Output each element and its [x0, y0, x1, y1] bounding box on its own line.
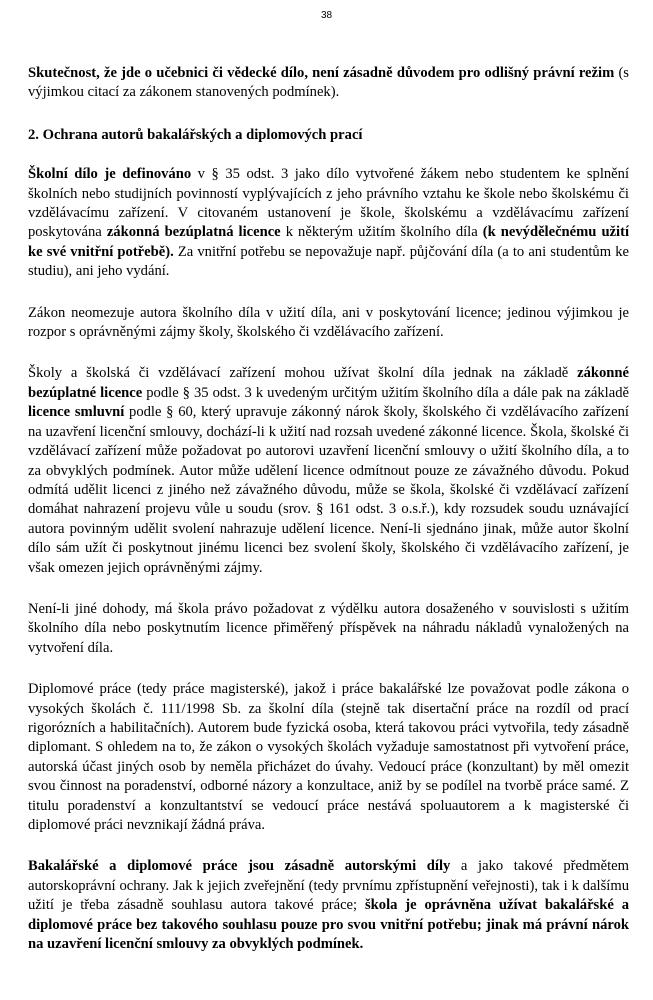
- page-content: [28, 64, 629, 954]
- bold-non-commercial-use: (k nevýdělečnému užití ke své vnitřní potřebě).: [28, 224, 630, 260]
- bold-contract-license: licence smluvní: [28, 404, 125, 421]
- text-per-section-35: podle § 35 odst. 3 k uvedeným určitým užitím školního díla a dále pak na základě: [142, 384, 629, 401]
- intro-text: (s výjimkou citací za zákonem stanovených podmínek).: [28, 65, 629, 101]
- paragraph-diploma-theses: Diplomové práce (tedy práce magisterské), jakož i práce bakalářské lze považovat podle zákona o vysokých školách č. 111/1998 Sb. za školní díla (stejně tak disertační práce na rozdíl od prací rigorózních a habilitačních). Autorem bude fyzická osoba, která takovou práci vytvořila, tedy zásadně diplomant. S ohledem na to, že zákon o vysokých školách vyžaduje samostatnost při vytvoření práce, autorská účast jiných osob by neměla přicházet do úvahy. Vedoucí práce (konzultant) by měl omezit svou činnost na poradenství, odborné názory a konzultace, aniž by se podílel na tvorbě práce samé. Z titulu poradenství a konzultantství se vedoucí práce nestává spoluautorem a k magisterské či diplomové práci nevznikají žádná práva.: [28, 681, 629, 833]
- paragraph-school-work-definition: [28, 165, 629, 281]
- bold-statutory-license: zákonné bezúplatné licence: [28, 365, 629, 401]
- bold-school-work-defined: Školní dílo je definováno: [28, 166, 192, 183]
- page-number: 38: [320, 10, 333, 21]
- paragraph-school-use: [28, 364, 629, 577]
- text-schools-may-use: Školy a školská či vzdělávací zařízení mohou užívat školní díla jednak na základě: [28, 365, 578, 382]
- text-some-uses: k některým užitím školního díla: [280, 224, 483, 241]
- text-definition: v § 35 odst. 3 jako dílo vytvořené žákem nebo studentem ke splnění školních nebo studijních povinností vyplývajících z jeho právního vztahu ke škole nebo školskému či vzdělávacímu zařízení. V citovaném ustanovení je škole, školskému a vzdělávacímu zařízení poskytována: [28, 166, 630, 241]
- paragraph-author-not-limited: Zákon neomezuje autora školního díla v užití díla, ani v poskytování licence; jedinou výjimkou je rozpor s oprávněnými zájmy školy, školského či vzdělávacího zařízení.: [28, 304, 629, 341]
- bold-theses-are-works: Bakalářské a diplomové práce jsou zásadně autorskými díly: [28, 858, 451, 875]
- paragraph-school-compensation: Není-li jiné dohody, má škola právo požadovat z výdělku autora dosaženého v souvislosti s užitím školního díla nebo poskytnutím licence přiměřený příspěvek na náhradu nákladů vynaložených na vytvoření díla.: [28, 600, 629, 656]
- text-internal-need: Za vnitřní potřebu se nepovažuje např. půjčování díla (a to ani studentům ke studiu), ani jeho vydání.: [28, 243, 629, 280]
- intro-paragraph: [28, 64, 629, 103]
- intro-bold-statement: Skutečnost, že jde o učebnici či vědecké dílo, není zásadně důvodem pro odlišný právní režim: [28, 65, 615, 81]
- text-section-60: podle § 60, který upravuje zákonný nárok školy, školského či vzdělávacího zařízení na uzavření licenční smlouvy, dochází-li k užití nad rozsah uvedené zákonné licence. Škola, školské či vzdělávací zařízení může požadovat po autorovi uzavření licenční smlouvy o užití školního díla, a to za obvyklých podmínek. Autor může udělení licence odmítnout pouze ze závažného důvodu. Pokud odmítá udělit licenci z jiného než závažného důvodu, může se škola, školské či vzdělávací zařízení domáhat nahrazení projevu vůle u soudu (srov. § 161 odst. 3 o.s.ř.), kdy rozsudek soudu uznávající autora povinným udělit svolení nahrazuje udělení licence. Není-li sjednáno jinak, může autor školní dílo sám užít či poskytnout jinému licenci bez svolení školy, školského či vzdělávacího zařízení, je však omezen jejich oprávněnými zájmy.: [28, 404, 629, 576]
- section-heading: 2. Ochrana autorů bakalářských a diplomových prací: [28, 126, 363, 143]
- paragraph-bachelor-diploma-protection: [28, 857, 629, 954]
- bold-school-entitlement: škola je oprávněna užívat bakalářské a diplomové práce bez takového souhlasu pouze pro svou vnitřní potřebu; jinak má právní nárok na uzavření licenční smlouvy za obvyklých podmínek.: [28, 897, 630, 953]
- bold-statutory-free-license: zákonná bezúplatná licence: [106, 224, 281, 241]
- text-copyright-protection: a jako takové předmětem autorskoprávní ochrany. Jak k jejich zveřejnění (tedy prvnímu zpřístupnění veřejnosti), tak i k dalšímu užití je třeba zásadně souhlasu autora takové práce;: [28, 858, 629, 914]
